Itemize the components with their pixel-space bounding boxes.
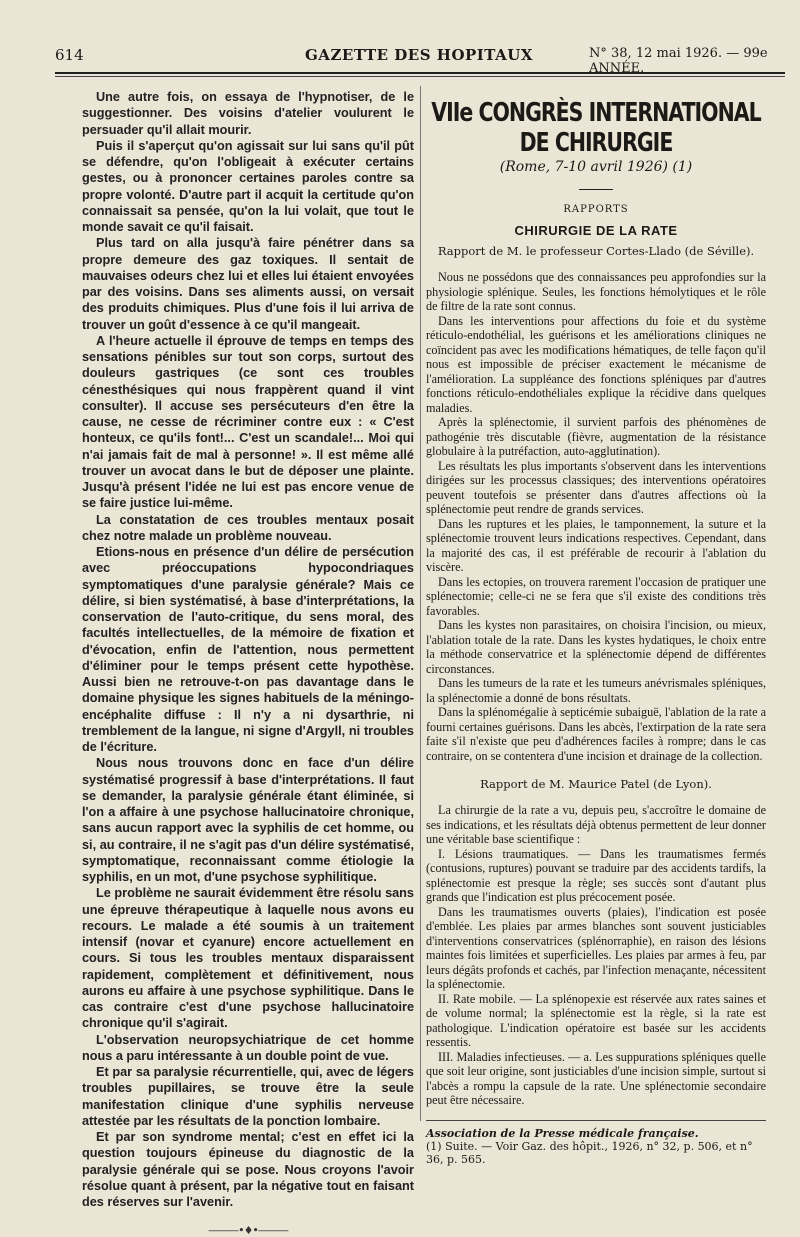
paragraph: Etions-nous en présence d'un délire de persécution avec préoccupations hypocondriaques symptomatiques d'une paralysie générale? Mais ce délire, si bien systématisé, à base d'interprétations, la conservation de l'auto-critique, du sens moral, des facultés intellectuelles, de la mémoire de fixation et d'évocation, enfin de l'attention, nous permettent d'éliminer pour le temps présent cette hypothèse. Aussi bien ne retrouve-t-on pas davantage dans le domaine physique les signes habituels de la méningo-encéphalite diffuse : Il n'y a ni dysarthrie, ni tremblement de la langue, ni signe d'Argyll, ni troubles de l'écriture. — [82, 545, 414, 754]
paragraph: Nous nous trouvons donc en face d'un délire systématisé progressif à base d'interprétations. Il faut se demander, la paralysie générale étant éliminée, si l'on a affaire à une psychose hallucinatoire chronique, sans aucun rapport avec la syphilis de cet homme, ou si, au contraire, il ne s'agit pas d'un délire systématisé, symptomatique, reconnaissant comme étiologie la syphilis, en un mot, d'une psychose syphilitique. — [82, 756, 414, 884]
paragraph: III. Maladies infectieuses. — a. Les suppurations spléniques quelle que soit leur origine, sont justiciables d'une incision simple, surtout si l'abcès a rompu la capsule de la rate. Une splénectomie secondaire peut être nécessaire. — [426, 1049, 766, 1107]
rapports-label: RAPPORTS — [563, 204, 629, 215]
paragraph: Dans les ruptures et les plaies, le tamponnement, la suture et la splénectomie trouvent leurs indications respectives. Cependant, dans la majorité des cas, il est préférable de recourir à l'ablation du viscère. — [426, 516, 766, 574]
paragraph: La chirurgie de la rate a vu, depuis peu, s'accroître le domaine de ses indications, et les résultats déjà obtenus permettent de leur donner une véritable base scientifique : — [426, 803, 766, 846]
paragraph: I. Lésions traumatiques. — Dans les traumatismes fermés (contusions, ruptures) pouvant se traduire par des accidents tardifs, la splénectomie est presque la règle; ses succès sont d'autant plus grands que l'indication est plus précocement posée. — [426, 846, 766, 904]
congress-title: VIIe CONGRÈS INTERNATIONAL DE CHIRURGIE — [431, 97, 761, 157]
short-rule — [579, 189, 613, 190]
paragraph: Et par son syndrome mental; c'est en effet ici la question toujours épineuse du diagnostic de la paralysie générale qui se pose. Nous croyons l'avoir résolue quant à présent, par la négative tout en faisant des réserves sur l'avenir. — [82, 1130, 414, 1209]
paragraph: Les résultats les plus importants s'observent dans les interventions dirigées sur les processus classiques; des interventions opératoires peuvent toutefois se présenter dans d'autres affections où la splénectomie peut rendre de grands services. — [426, 458, 766, 516]
journal-title: GAZETTE DES HOPITAUX — [305, 46, 534, 64]
footnote-rule — [426, 1120, 766, 1121]
page-number: 614 — [55, 46, 84, 64]
paragraph: L'observation neuropsychiatrique de cet homme nous a paru intéressante à un double point de vue. — [82, 1032, 414, 1063]
report-author: Rapport de M. Maurice Patel (de Lyon). — [480, 777, 712, 791]
paragraph: Une autre fois, on essaya de l'hypnotiser, de le suggestionner. Des voisins d'atelier voulurent le persuader qu'il allait mourir. — [82, 90, 414, 137]
paragraph: A l'heure actuelle il éprouve de temps en temps des sensations pénibles sur tout son corps, surtout des douleurs gastriques (ce sont ces troubles cénesthésiques qui nous frappèrent quand il vint consulter). Il accuse ses persécuteurs d'en être la cause, ne cesse de récriminer contre eux : « C'est honteux, ce qu'ils font!... C'est un scandale!... Moi qui n'ai jamais fait de mal à personne! ». Il est même allé trouver un avocat dans le but de déposer une plainte. Jusqu'à présent l'idée ne lui est pas encore venue de se faire justice lui-même. — [82, 333, 414, 511]
paragraph: Le problème ne saurait évidemment être résolu sans une épreuve thérapeutique à laquelle nous avons eu recours. Le malade a été soumis à un traitement intensif (novar et cyanure) encore actuellement en cours. Si tous les troubles mentaux disparaissent rapidement, complètement et définitivement, nous aurons eu affaire à une psychose syphilitique. Dans le cas contraire c'est d'une psychose hallucinatoire chronique qu'il s'agirait. — [82, 886, 414, 1031]
left-column — [82, 89, 414, 1237]
paragraph: Dans les kystes non parasitaires, on choisira l'incision, ou mieux, l'ablation totale de la rate. Dans les kystes hydatiques, le choix entre la méthode conservatrice et la splénectomie dépend de différentes circonstances. — [426, 618, 766, 676]
header-rule-thin — [55, 76, 785, 77]
paragraph: Dans les ectopies, on trouvera rarement l'occasion de pratiquer une splénectomie; celle-ci ne se fera que s'il existe des conditions très favorables. — [426, 574, 766, 618]
paragraph: Nous ne possédons que des connaissances peu approfondies sur la physiologie splénique. Seules, les fonctions hémolytiques et le rôle de filtre de la rate sont connus. — [426, 270, 766, 313]
paragraph: Après la splénectomie, il survient parfois des phénomènes de pathogénie très discutable (fièvre, augmentation de la résistance globulaire à la putréfaction, auto-agglutination). — [426, 415, 766, 458]
end-ornament: ———•♦•——— — [208, 1224, 288, 1237]
column-divider — [420, 86, 421, 1121]
paragraph: La constatation de ces troubles mentaux posait chez notre malade un problème nouveau. — [82, 512, 414, 543]
paragraph: Dans les tumeurs de la rate et les tumeurs anévrismales spléniques, la splénectomie a donné de bons résultats. — [426, 676, 766, 705]
paragraph: Et par sa paralysie récurrentielle, qui, avec de légers troubles pupillaires, se trouve être la seule manifestation clinique d'une syphilis nerveuse attestée par les résultats de la ponction lombaire. — [82, 1065, 414, 1128]
paragraph: II. Rate mobile. — La splénopexie est réservée aux rates saines et de volume normal; la splénectomie est la règle, si la rate est pathologique. L'indication opératoire est basée sur les accidents ressentis. — [426, 991, 766, 1049]
page-header — [55, 44, 795, 76]
section-title: CHIRURGIE DE LA RATE — [514, 223, 678, 238]
paragraph: Puis il s'aperçut qu'on agissait sur lui sans qu'il pût se défendre, qu'on l'obligeait à exécuter certains gestes, ou à prononcer certaines paroles contre sa propre volonté. D'autre part il acquit la certitude qu'on connaissait sa pensée, qu'on la lui volait, que tout le monde savait ce qu'il faisait. — [82, 138, 414, 234]
paragraph: Plus tard on alla jusqu'à faire pénétrer dans sa propre demeure des gaz toxiques. Il sentait de mauvaises odeurs chez lui et elles lui étaient envoyées par des voisins. Dans ses aliments aussi, on versait des produits chimiques. Plus d'une fois il lui arriva de trouver un goût d'essence à ce qu'il mangeait. — [82, 236, 414, 332]
header-rule — [55, 72, 785, 74]
footnote-association: Association de la Presse médicale française. — [426, 1126, 699, 1140]
paragraph: Dans la splénomégalie à septicémie subaiguë, l'ablation de la rate a fourni certaines guérisons. Dans les abcès, l'extirpation de la rate sera faite s'il n'existe que peu d'adhérences faciles à rompre; dans le cas contraire, on se contentera d'une incision et drainage de la collection. — [426, 705, 766, 763]
paragraph: Dans les interventions pour affections du foie et du système réticulo-endothélial, les guérisons et les améliorations cliniques ne coïncident pas avec les modifications hématiques, de telle façon qu'il nous est impossible de préciser exactement le mécanisme de l'amélioration. La suppléance des fonctions spléniques par d'autres fonctions réticulo-endothéliales explique la récidive dans quelques maladies. — [426, 313, 766, 415]
issue-info: N° 38, 12 mai 1926. — 99e ANNÉE. — [589, 46, 768, 76]
congress-subtitle: (Rome, 7-10 avril 1926) (1) — [499, 159, 693, 175]
paragraph: Dans les traumatismes ouverts (plaies), l'indication est posée d'emblée. Les plaies par armes blanches sont souvent justiciables d'interventions conservatrices (splénorraphie), en raison des lésions maintes fois limitées et superficielles. Les plaies par armes à feu, par leurs dégâts profonds et cachés, par l'infection menaçante, nécessitent la splénectomie. — [426, 904, 766, 991]
right-column — [426, 89, 766, 1166]
footnote: (1) Suite. — Voir Gaz. des hôpit., 1926, n° 32, p. 506, et n° 36, p. 565. — [426, 1139, 753, 1166]
report-author: Rapport de M. le professeur Cortes-Llado (de Séville). — [437, 244, 755, 258]
